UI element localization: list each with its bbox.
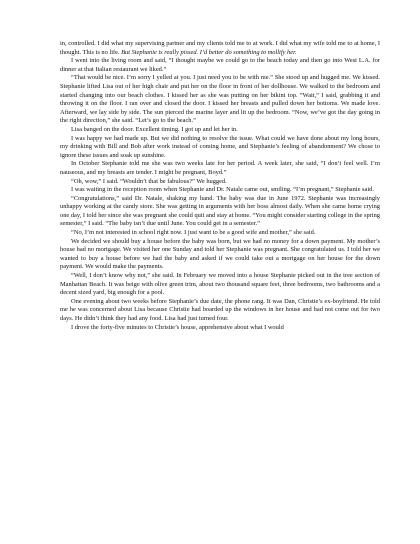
paragraph-5: I was happy we had made up. But we did nothing to resolve the issue. What could we have done about my long hours, my drinking with Bill and Bob after work instead of coming home, and Stephanie’s feeling of abandonment? We chose to ignore these issues and soak up sunshine. xyxy=(60,134,380,159)
paragraph-7: “Oh, wow,” I said. “Wouldn’t that be fabulous?” We hugged. xyxy=(71,177,227,185)
paragraph-4: Lisa banged on the door. Excellent timing. I got up and let her in. xyxy=(71,125,238,133)
paragraph-6: In October Stephanie told me she was two weeks late for her period. A week later, she said, “I don’t feel well. I’m nauseous, and my breasts are tender. I might be pregnant, Boyd.” xyxy=(60,160,380,176)
paragraph-13: One evening about two weeks before Stephanie’s due date, the phone rang. It was Dan, Christie’s ex-boyfriend. He told me he was concerned about Lisa because Christie had boarded up the windows in her house and had not come out for two days. He didn’t think they had any food. Lisa had just turned four. xyxy=(60,297,380,322)
paragraph-10: “No, I’m not interested in school right now. I just want to be a good wife and mother,” she said. xyxy=(71,229,316,237)
paragraph-11: We decided we should buy a house before the baby was born, but we had no money for a down payment. My mother’s house had no mortgage. We visited her one Sunday and told her Stephanie was pregnant. She congratulated us. I told her we wanted to buy a house before we had the baby and asked if we could take out a mortgage on her house for the down payment. We would make the payments. xyxy=(60,237,380,271)
italic-thought: But Stephanie is really pissed. I’d better do something to mollify her. xyxy=(121,48,297,56)
paragraph-text: in, controlled. I did what my supervising partner and my clients told me to at work. I did what my wife told me to at home, I thought. This is no life. xyxy=(60,40,380,56)
paragraph-12: “Well, I don’t know why not,” she said. In February we moved into a house Stephanie picked out in the tree section of Manhattan Beach. It was beige with olive green trim, about two thousand square feet, three bedrooms, two bathrooms and a decent sized yard, big enough for a pool. xyxy=(60,272,380,297)
paragraph-3: “That would be nice. I’m sorry I yelled at you. I just need you to be with me.” She stood up and hugged me. We kissed. Stephanie lifted Lisa out of her high chair and put her on the floor in front of her dollhouse. We walked to the bedroom and started changing into our beach clothes. I kissed her as she was putting on her bikini top. “Wait,” I said, grabbing it and throwing it on the floor. I ran over and closed the door. I kissed her breasts and pulled down her bottoms. We made love. Afterward, we lay side by side. The sun pierced the marine layer and lit up the bedroom. “Now, we’ve got the day going in the right direction,” she said. “Let’s go to the beach.” xyxy=(60,74,380,125)
paragraph-9: “Congratulations,” said Dr. Natale, shaking my hand. The baby was due in June 1972. Stephanie was increasingly unhappy working at the candy store. She was getting in arguments with her boss almost daily. When she came home crying one day, I told her since she was pregnant she could quit and stay at home. “You might consider starting college in the spring semester,” I said. “The baby isn’t due until June. You could get in a semester.” xyxy=(60,194,380,228)
paragraph-1 xyxy=(60,40,380,57)
paragraph-2: I went into the living room and said, “I thought maybe we could go to the beach today and then go into West L.A. for dinner at that Italian restaurant we liked.” xyxy=(60,57,380,73)
paragraph-8: I was waiting in the reception room when Stephanie and Dr. Natale came out, smiling. “I’m pregnant,” Stephanie said. xyxy=(71,186,374,194)
paragraph-14: I drove the forty-five minutes to Christie’s house, apprehensive about what I would xyxy=(71,323,284,331)
